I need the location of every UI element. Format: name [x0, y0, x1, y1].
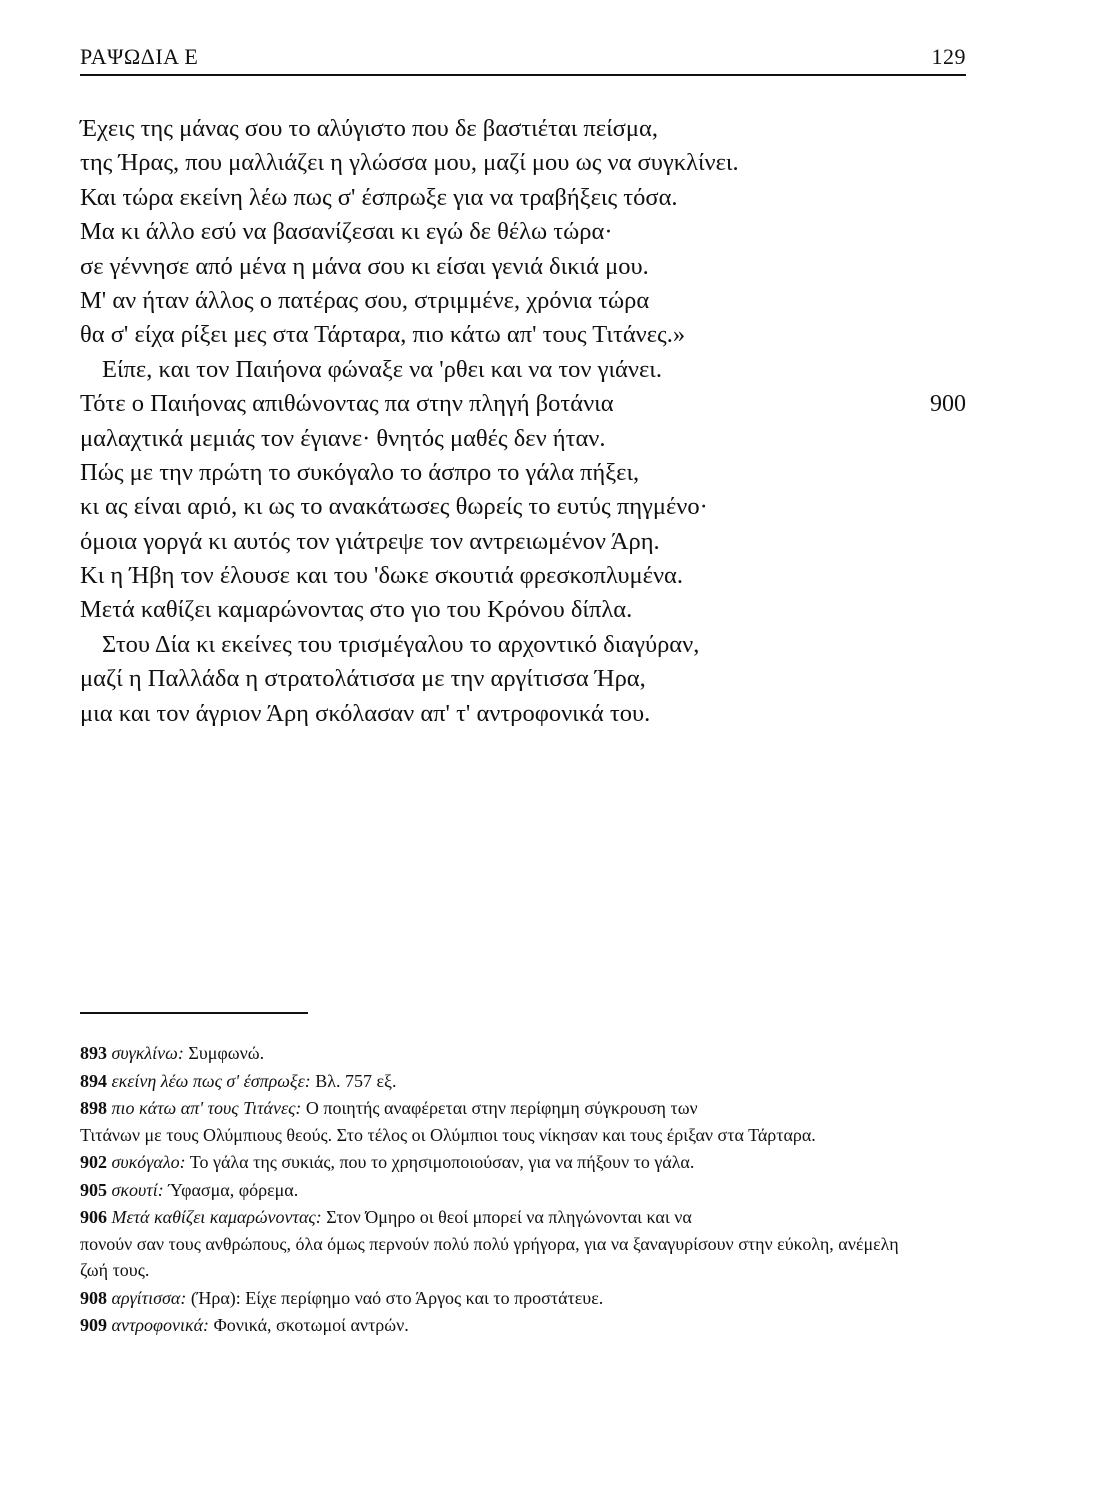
verse-line [80, 559, 966, 593]
footnote [80, 1095, 900, 1148]
verse-line [80, 387, 966, 421]
footnote-lemma: αργίτισσα: [111, 1287, 187, 1308]
verse-text: μια και τον άγριον Άρη σκόλασαν απ' τ' αντροφονικά του. [80, 699, 651, 727]
page-number: 129 [931, 44, 966, 69]
verse-line [80, 215, 966, 249]
footnote-text: Ύφασμα, φόρεμα. [163, 1179, 299, 1200]
verse-text: Κι η Ήβη τον έλουσε και του 'δωκε σκουτιά φρεσκοπλυμένα. [80, 562, 684, 590]
verse-text: Έχεις της μάνας σου το αλύγιστο που δε βαστιέται πείσμα, [80, 115, 658, 142]
footnote-rule [80, 1012, 308, 1014]
footnote-text: Στον Όμηρο οι θεοί μπορεί να πληγώνονται και να [321, 1207, 692, 1227]
verse-text: Πώς με την πρώτη το συκόγαλο το άσπρο το γάλα πήξει, [80, 458, 640, 486]
footnote-lemma: πιο κάτω απ' τους Τιτάνες: [111, 1098, 302, 1118]
footnote-number: 906 [80, 1207, 107, 1227]
footnote-lemma: συγκλίνω: [111, 1043, 184, 1063]
verse-line [80, 456, 966, 490]
verse-text: μαζί η Παλλάδα η στρατολάτισσα με την αργίτισσα Ήρα, [80, 665, 646, 693]
verse-line [80, 146, 966, 180]
footnote-lemma: συκόγαλο: [111, 1152, 186, 1172]
verse-line [80, 181, 966, 215]
footnote-text: Συμφωνώ. [183, 1043, 265, 1063]
header-rule [80, 74, 966, 76]
footnote [80, 1285, 900, 1312]
footnote-number: 893 [80, 1043, 107, 1063]
verse-text: Μ' αν ήταν άλλος ο πατέρας σου, στριμμένε, χρόνια τώρα [80, 286, 650, 314]
footnote [80, 1312, 900, 1339]
footnote-number: 909 [80, 1315, 107, 1335]
verse-line [80, 697, 966, 731]
verse-line [80, 628, 966, 662]
footnote [80, 1149, 900, 1176]
footnote [80, 1068, 900, 1095]
verse-line [80, 525, 966, 559]
footnote-continuation: πονούν σαν τους ανθρώπους, όλα όμως περνούν πολύ πολύ γρήγορα, για να ξαναγυρίσουν στην εύκολη, ανέμελη ζωή τους. [80, 1233, 899, 1280]
verse-text: όμοια γοργά κι αυτός τον γιάτρεψε τον αντρειωμένον Άρη. [80, 527, 660, 555]
verse-line [80, 250, 966, 284]
verse-text: μαλαχτικά μεμιάς τον έγιανε· θνητός μαθές δεν ήταν. [80, 424, 606, 452]
verse-line [80, 422, 966, 456]
footnote [80, 1204, 900, 1284]
verse-text: κι ας είναι αριό, κι ως το ανακάτωσες θωρείς το ευτύς πηγμένο· [80, 493, 708, 521]
verse-text: Στου Δία κι εκείνες του τρισμέγαλου το αρχοντικό διαγύραν, [102, 630, 700, 658]
chapter-title: ΡΑΨΩΔΙΑ Ε [80, 44, 199, 69]
line-number: 900 [930, 391, 966, 418]
footnotes-block [80, 1040, 900, 1340]
verse-line [80, 112, 966, 146]
verse-line [80, 318, 966, 352]
footnote-number: 894 [80, 1070, 107, 1091]
footnote-number: 902 [80, 1152, 107, 1172]
verse-text: θα σ' είχα ρίξει μες στα Τάρταρα, πιο κάτω απ' τους Τιτάνες.» [80, 321, 686, 349]
footnote-number: 898 [80, 1098, 107, 1118]
verse-text: σε γέννησε από μένα η μάνα σου κι είσαι γενιά δικιά μου. [80, 252, 649, 280]
footnote-number: 908 [80, 1287, 107, 1308]
verse-text: της Ήρας, που μαλλιάζει η γλώσσα μου, μαζί μου ως να συγκλίνει. [80, 149, 739, 177]
footnote [80, 1177, 900, 1204]
footnote-lemma: Μετά καθίζει καμαρώνοντας: [111, 1207, 322, 1227]
verse-text: Μετά καθίζει καμαρώνοντας στο γιο του Κρόνου δίπλα. [80, 596, 633, 624]
footnote-text: Βλ. 757 εξ. [310, 1070, 397, 1091]
verse-line [80, 490, 966, 524]
footnote-text: Φονικά, σκοτωμοί αντρών. [209, 1315, 409, 1335]
footnote-lemma: αντροφονικά: [111, 1315, 210, 1335]
footnote-lemma: εκείνη λέω πως σ' έσπρωξε: [111, 1070, 311, 1091]
verse-text: Μα κι άλλο εσύ να βασανίζεσαι κι εγώ δε θέλω τώρα· [80, 218, 613, 246]
footnote-text: Το γάλα της συκιάς, που το χρησιμοποιούσαν, για να πήξουν το γάλα. [185, 1152, 695, 1172]
verse-line [80, 284, 966, 318]
verse-text: Και τώρα εκείνη λέω πως σ' έσπρωξε για να τραβήξεις τόσα. [80, 183, 678, 211]
verse-line [80, 662, 966, 696]
footnote [80, 1040, 900, 1067]
footnote-text: Ο ποιητής αναφέρεται στην περίφημη σύγκρουση των [301, 1098, 698, 1118]
verse-block [80, 112, 966, 731]
verse-line [80, 593, 966, 627]
verse-text: Τότε ο Παιήονας απιθώνοντας πα στην πληγή βοτάνια [80, 390, 614, 418]
footnote-text: (Ήρα): Είχε περίφημο ναό στο Άργος και το προστάτευε. [186, 1287, 604, 1308]
footnote-lemma: σκουτί: [111, 1179, 164, 1200]
footnote-number: 905 [80, 1179, 107, 1200]
footnote-continuation: Τιτάνων με τους Ολύμπιους θεούς. Στο τέλος οι Ολύμπιοι τους νίκησαν και τους έριξαν στα Τάρταρα. [80, 1124, 816, 1145]
running-head [80, 44, 966, 74]
verse-text: Είπε, και τον Παιήονα φώναξε να 'ρθει και να τον γιάνει. [102, 355, 662, 383]
verse-line [80, 353, 966, 387]
